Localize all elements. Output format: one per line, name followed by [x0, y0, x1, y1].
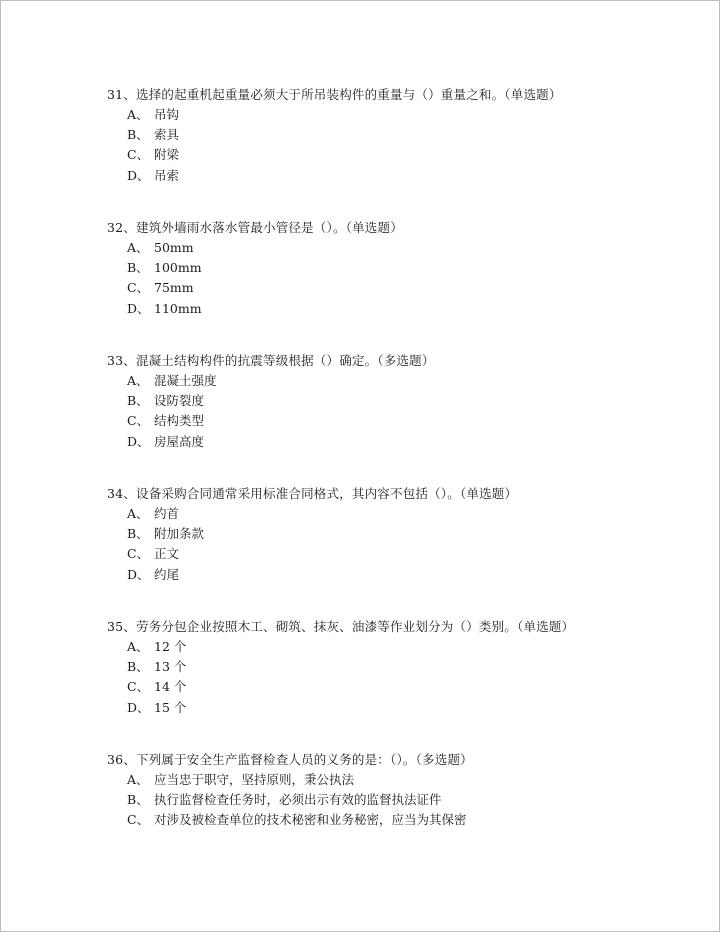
option-letter: B、: [127, 792, 149, 808]
question-31: [107, 85, 687, 218]
option-text: 附加条款: [154, 526, 205, 542]
option-text: 设防裂度: [154, 393, 205, 409]
option-d: [107, 166, 687, 186]
option-letter: B、: [127, 526, 149, 542]
option-a: [107, 637, 687, 657]
option-letter: C、: [127, 413, 150, 429]
option-letter: A、: [127, 240, 149, 255]
option-d: [107, 565, 687, 585]
option-letter: C、: [127, 812, 150, 828]
option-b: [107, 790, 687, 810]
question-stem: 36、下列属于安全生产监督检查人员的义务的是：（）。（多选题）: [107, 752, 473, 767]
option-letter: B、: [127, 260, 149, 276]
question-stem: 33、混凝土结构构件的抗震等级根据（）确定。（多选题）: [107, 353, 435, 368]
option-letter: B、: [127, 393, 149, 409]
option-text: 正文: [154, 546, 180, 562]
option-b: [107, 391, 687, 411]
option-text: 执行监督检查任务时，必须出示有效的监督执法证件: [154, 792, 442, 808]
option-text: 110mm: [154, 300, 202, 316]
option-letter: B、: [127, 659, 149, 675]
option-text: 混凝土强度: [154, 373, 217, 388]
option-text: 14 个: [154, 679, 187, 695]
option-letter: B、: [127, 127, 149, 143]
option-text: 吊钩: [154, 107, 180, 122]
option-text: 100mm: [154, 260, 202, 276]
option-a: [107, 504, 687, 524]
option-letter: C、: [127, 147, 150, 163]
option-text: 约尾: [154, 566, 180, 582]
option-letter: A、: [127, 506, 149, 521]
option-text: 附梁: [154, 147, 180, 163]
option-c: [107, 544, 687, 564]
option-text: 房屋高度: [154, 433, 205, 449]
option-letter: A、: [127, 373, 149, 388]
question-stem: 32、建筑外墙雨水落水管最小管径是（）。（单选题）: [107, 220, 403, 235]
option-letter: C、: [127, 280, 150, 296]
option-letter: D、: [127, 433, 150, 449]
option-text: 13 个: [154, 659, 187, 675]
option-b: [107, 125, 687, 145]
option-letter: A、: [127, 107, 149, 122]
option-text: 约首: [154, 506, 180, 521]
option-text: 吊索: [154, 167, 180, 183]
option-text: 索具: [154, 127, 180, 143]
question-32: [107, 218, 687, 351]
option-text: 对涉及被检查单位的技术秘密和业务秘密，应当为其保密: [154, 812, 467, 828]
option-text: 75mm: [154, 280, 194, 296]
option-b: [107, 258, 687, 278]
option-d: [107, 299, 687, 319]
option-c: [107, 810, 687, 830]
question-stem: 34、设备采购合同通常采用标准合同格式，其内容不包括（）。（单选题）: [107, 486, 518, 501]
option-a: [107, 371, 687, 391]
option-c: [107, 677, 687, 697]
option-c: [107, 411, 687, 431]
option-text: 应当忠于职守，坚持原则，秉公执法: [154, 772, 355, 787]
option-letter: C、: [127, 679, 150, 695]
option-letter: C、: [127, 546, 150, 562]
option-d: [107, 432, 687, 452]
option-a: [107, 770, 687, 790]
option-letter: D、: [127, 566, 150, 582]
option-a: [107, 105, 687, 125]
option-c: [107, 278, 687, 298]
question-34: [107, 484, 687, 617]
option-b: [107, 524, 687, 544]
option-c: [107, 145, 687, 165]
option-d: [107, 698, 687, 718]
question-stem: 35、劳务分包企业按照木工、砌筑、抹灰、油漆等作业划分为（）类别。（单选题）: [107, 619, 575, 634]
option-text: 结构类型: [154, 413, 205, 429]
option-letter: A、: [127, 772, 149, 787]
option-text: 50mm: [154, 240, 194, 255]
question-list: [107, 85, 687, 883]
question-33: [107, 351, 687, 484]
option-letter: A、: [127, 639, 149, 654]
question-36: [107, 750, 687, 883]
option-text: 12 个: [154, 639, 187, 654]
option-b: [107, 657, 687, 677]
question-stem: 31、选择的起重机起重量必须大于所吊装构件的重量与（）重量之和。（单选题）: [107, 87, 562, 102]
option-a: [107, 238, 687, 258]
option-letter: D、: [127, 699, 150, 715]
question-35: [107, 617, 687, 750]
option-text: 15 个: [154, 699, 187, 715]
option-letter: D、: [127, 167, 150, 183]
option-letter: D、: [127, 300, 150, 316]
